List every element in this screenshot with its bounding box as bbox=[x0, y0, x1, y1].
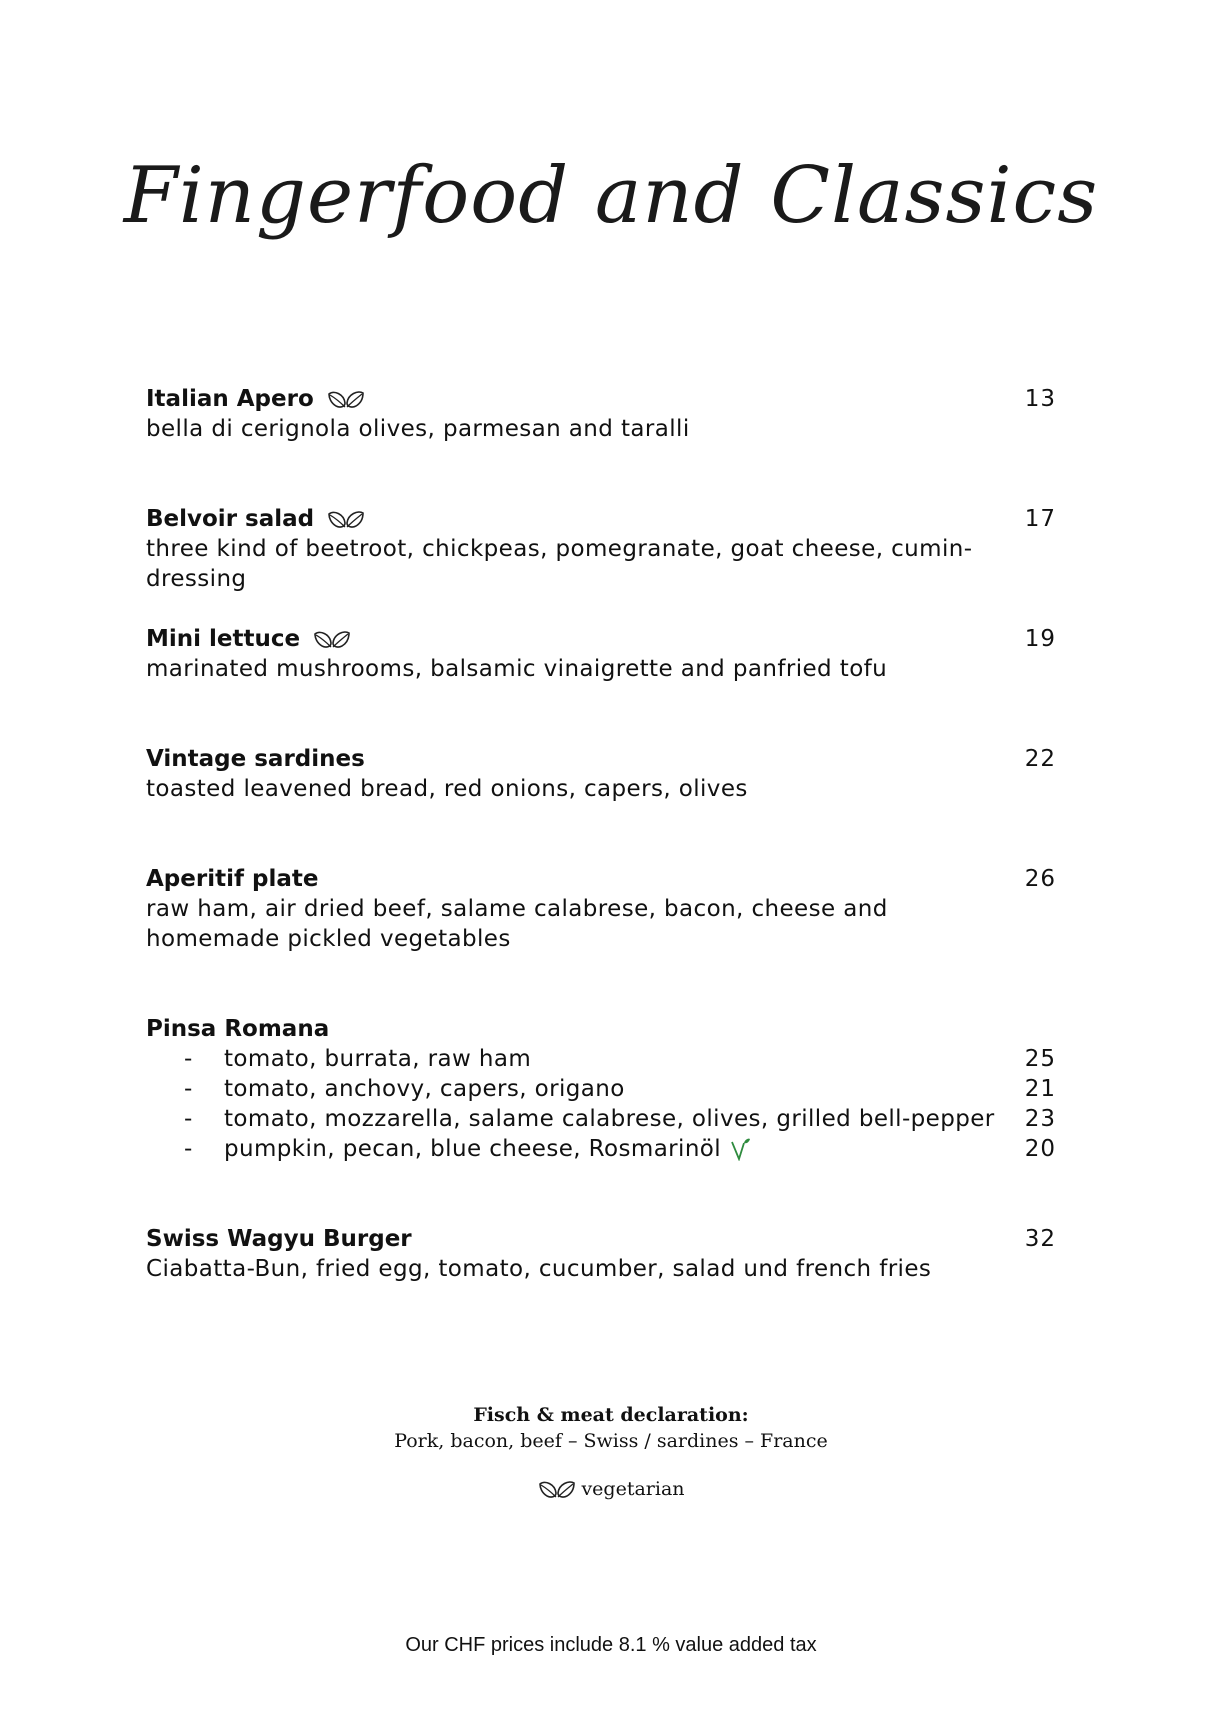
item-name: Pinsa Romana bbox=[146, 1016, 330, 1042]
option-price: 25 bbox=[1024, 1046, 1056, 1072]
item-name: Swiss Wagyu Burger bbox=[146, 1226, 412, 1252]
legend-label: vegetarian bbox=[581, 1478, 685, 1500]
item-description: toasted leavened bread, red onions, capers, olives bbox=[146, 776, 748, 802]
option-text: pumpkin, pecan, blue cheese, Rosmarinöl bbox=[224, 1136, 722, 1162]
pinsa-option bbox=[146, 1134, 1056, 1164]
item-description: three kind of beetroot, chickpeas, pomegranate, goat cheese, cumin-dressing bbox=[146, 536, 973, 592]
bullet-dash: - bbox=[184, 1076, 193, 1102]
bullet-dash: - bbox=[184, 1136, 193, 1162]
leaf-icon bbox=[326, 508, 366, 530]
item-description: marinated mushrooms, balsamic vinaigrette and panfried tofu bbox=[146, 656, 888, 682]
menu-item-pinsa-romana bbox=[146, 1014, 1056, 1164]
option-price: 20 bbox=[1024, 1136, 1056, 1162]
menu-item-vintage-sardines bbox=[146, 744, 1056, 804]
item-name-row bbox=[146, 624, 352, 654]
option-text: tomato, mozzarella, salame calabrese, olives, grilled bell-pepper bbox=[224, 1106, 995, 1132]
menu-item-mini-lettuce bbox=[146, 624, 1056, 684]
item-name: Italian Apero bbox=[146, 386, 314, 412]
pinsa-option bbox=[146, 1104, 1056, 1134]
menu-item-italian-apero bbox=[146, 384, 1056, 444]
option-price: 23 bbox=[1024, 1106, 1056, 1132]
leaf-icon bbox=[326, 388, 366, 410]
item-description-line2: homemade pickled vegetables bbox=[146, 926, 511, 952]
menu-item-belvoir-salad bbox=[146, 504, 1056, 594]
item-price: 19 bbox=[1024, 626, 1056, 652]
page-title: Fingerfood and Classics bbox=[123, 151, 1099, 241]
item-price: 22 bbox=[1024, 746, 1056, 772]
menu-item-aperitif-plate bbox=[146, 864, 1056, 954]
item-description: bella di cerignola olives, parmesan and taralli bbox=[146, 416, 690, 442]
bullet-dash: - bbox=[184, 1106, 193, 1132]
item-price: 17 bbox=[1024, 506, 1056, 532]
option-text: tomato, burrata, raw ham bbox=[224, 1046, 532, 1072]
option-text: tomato, anchovy, capers, origano bbox=[224, 1076, 625, 1102]
item-price: 32 bbox=[1024, 1226, 1056, 1252]
item-name-row bbox=[146, 504, 366, 534]
item-description: raw ham, air dried beef, salame calabrese, bacon, cheese and bbox=[146, 896, 888, 922]
leaf-icon bbox=[312, 628, 352, 650]
vegetarian-legend bbox=[0, 1478, 1222, 1500]
item-name: Vintage sardines bbox=[146, 746, 365, 772]
declaration-title: Fisch & meat declaration: bbox=[473, 1404, 749, 1426]
item-name: Aperitif plate bbox=[146, 866, 319, 892]
item-price: 13 bbox=[1024, 386, 1056, 412]
sprout-icon bbox=[729, 1137, 751, 1161]
item-name: Mini lettuce bbox=[146, 626, 301, 652]
leaf-icon bbox=[537, 1478, 577, 1500]
pinsa-option bbox=[146, 1044, 1056, 1074]
pinsa-option bbox=[146, 1074, 1056, 1104]
bullet-dash: - bbox=[184, 1046, 193, 1072]
declaration-text: Pork, bacon, beef – Swiss / sardines – France bbox=[394, 1430, 828, 1452]
tax-note: Our CHF prices include 8.1 % value added tax bbox=[405, 1634, 817, 1656]
item-price: 26 bbox=[1024, 866, 1056, 892]
item-description: Ciabatta-Bun, fried egg, tomato, cucumber, salad und french fries bbox=[146, 1256, 932, 1282]
option-price: 21 bbox=[1024, 1076, 1056, 1102]
menu-item-swiss-wagyu-burger bbox=[146, 1224, 1056, 1284]
item-name-row bbox=[146, 384, 366, 414]
item-name: Belvoir salad bbox=[146, 506, 315, 532]
